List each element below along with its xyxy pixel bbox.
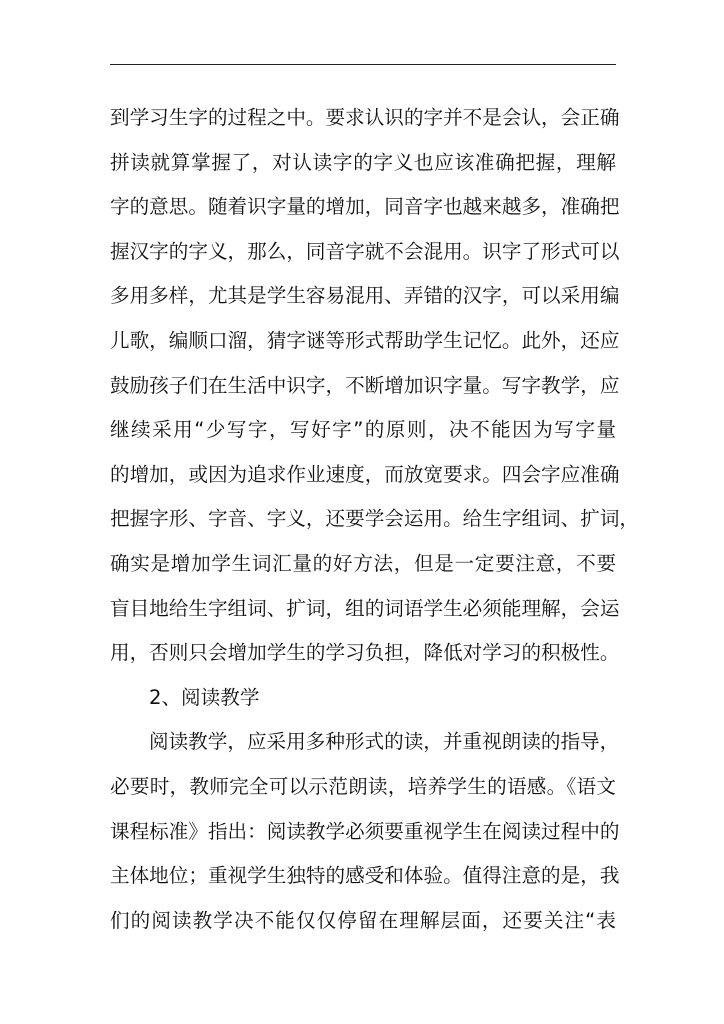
paragraph-line: 盲目地给生字组词、扩词，组的词语学生必须能理解，会运 [110,596,620,620]
paragraph-line: 用，否则只会增加学生的学习负担，降低对学习的积极性。 [110,641,620,665]
paragraph-line: 们的阅读教学决不能仅仅停留在理解层面，还要关注“表 [110,908,616,932]
paragraph-line: 确实是增加学生词汇量的好方法，但是一定要注意，不要 [110,551,616,575]
paragraph-line: 必要时，教师完全可以示范朗读，培养学生的语感。《语文 [110,774,616,798]
paragraph-line: 课程标准》指出：阅读教学必须要重视学生在阅读过程中的 [110,819,620,843]
paragraph-line: 握汉字的字义，那么，同音字就不会混用。识字了形式可以 [110,239,620,263]
document-body [110,96,640,943]
paragraph-line: 继续采用“少写字，写好字”的原则，决不能因为写字量 [110,418,616,442]
paragraph-line: 到学习生字的过程之中。要求认识的字并不是会认，会正确 [110,106,620,129]
paragraph-line: 多用多样，尤其是学生容易混用、弄错的汉字，可以采用编 [110,284,620,308]
paragraph-line: 主体地位；重视学生独特的感受和体验。值得注意的是，我 [110,864,620,888]
paragraph-line: 把握字形、字音、字义，还要学会运用。给生字组词、扩词， [110,507,640,531]
section-heading: 2、阅读教学 [149,685,260,709]
paragraph-line: 拼读就算掌握了，对认读字的字义也应该准确把握，理解 [110,150,616,174]
paragraph-line: 儿歌，编顺口溜，猜字谜等形式帮助学生记忆。此外，还应 [110,328,620,352]
paragraph-line: 阅读教学，应采用多种形式的读，并重视朗读的指导， [149,730,620,754]
header-rule [110,64,616,65]
paragraph-line: 鼓励孩子们在生活中识字，不断增加识字量。写字教学，应 [110,373,620,397]
paragraph-line: 的增加，或因为追求作业速度，而放宽要求。四会字应准确 [110,462,620,486]
paragraph-line: 字的意思。随着识字量的增加，同音字也越来越多，准确把 [110,195,620,219]
